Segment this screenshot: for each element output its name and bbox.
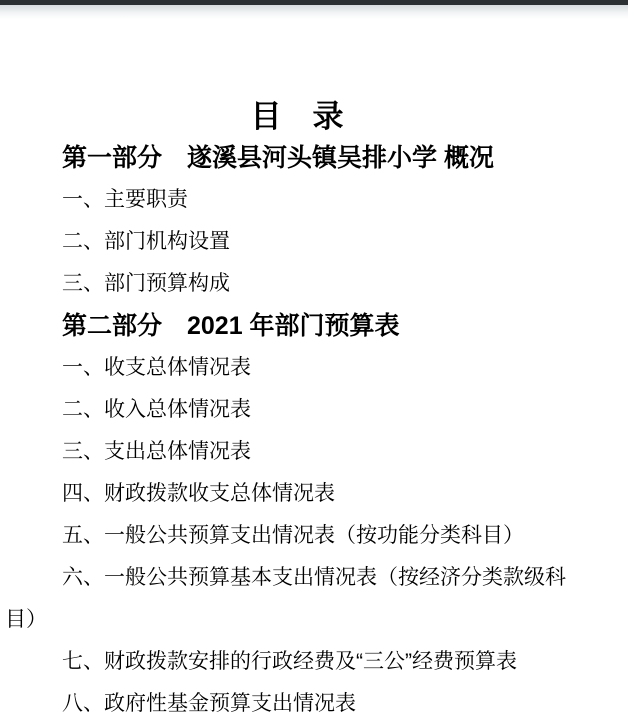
toc-item: 二、部门机构设置: [62, 230, 230, 253]
toc-item: 一、主要职责: [62, 188, 188, 211]
toc-item: 七、财政拨款安排的行政经费及“三公”经费预算表: [62, 650, 517, 673]
toc-list: [5, 137, 575, 725]
toc-item: 一、收支总体情况表: [62, 356, 251, 379]
toc-item: 六、一般公共预算基本支出情况表（按经济分类款级科目）: [5, 566, 566, 631]
toc-item: 三、支出总体情况表: [62, 440, 251, 463]
toc-item: 四、财政拨款收支总体情况表: [62, 482, 335, 505]
page-top-shadow: [0, 5, 628, 19]
toc-title: 目 录: [250, 99, 344, 134]
toc-item: 三、部门预算构成: [62, 272, 230, 295]
toc-item: 五、一般公共预算支出情况表（按功能分类科目）: [62, 524, 524, 547]
toc-item: 二、收入总体情况表: [62, 398, 251, 421]
document-page: [5, 97, 575, 725]
toc-heading: 第二部分 2021 年部门预算表: [62, 312, 400, 340]
toc-item: 八、政府性基金预算支出情况表: [62, 692, 356, 715]
toc-heading: 第一部分 遂溪县河头镇吴排小学 概况: [62, 144, 494, 172]
